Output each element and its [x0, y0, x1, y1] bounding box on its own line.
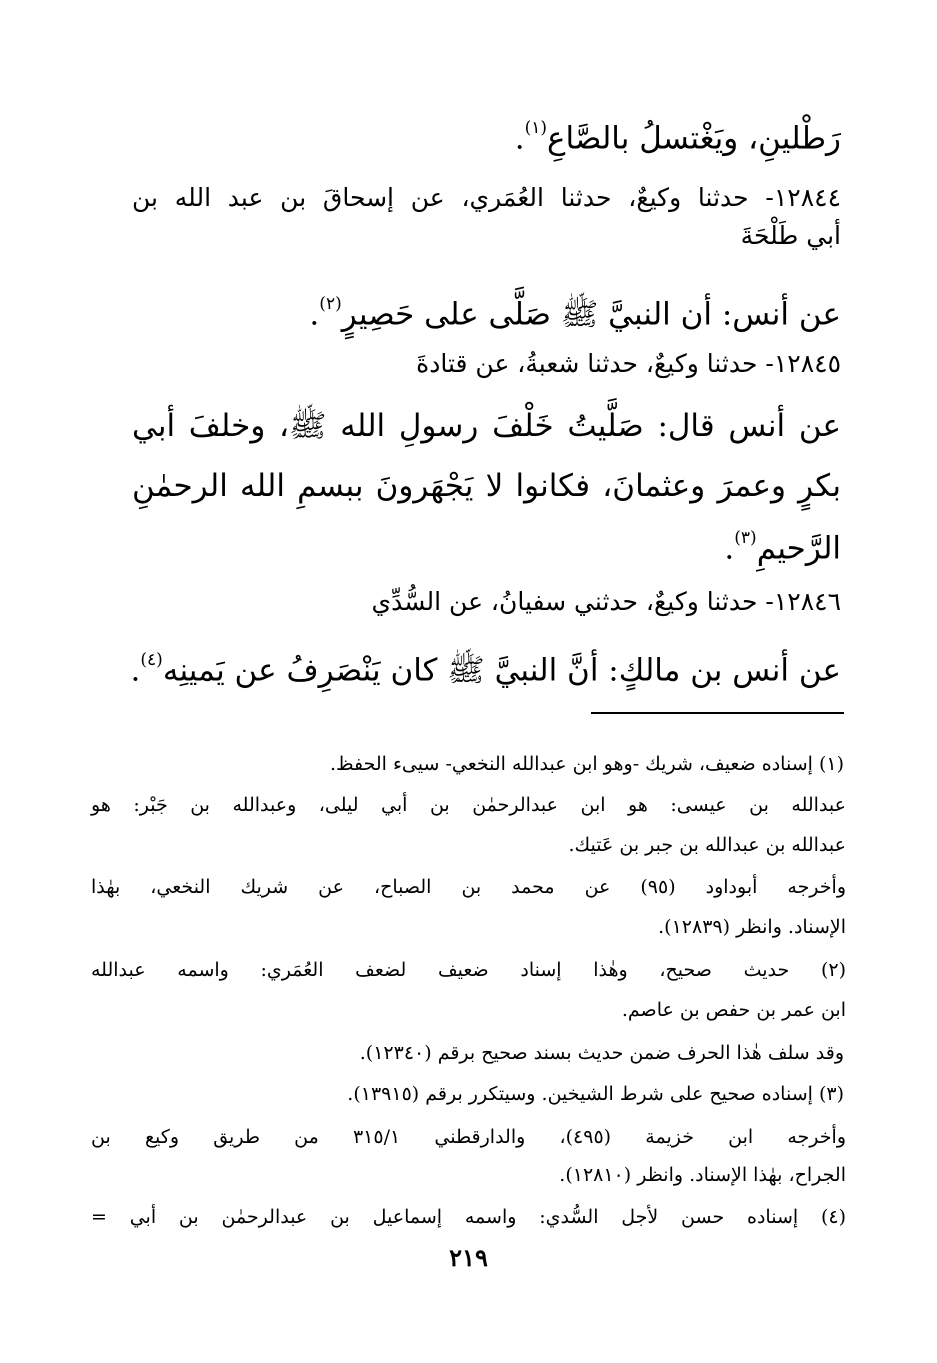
anas-narration-2-line-1: عن أنس قال: صَلَّيتُ خَلْفَ رسولِ الله ﷺ، وخلفَ أبي [132, 408, 841, 444]
footnote-4-line-1: (٤) إسناده حسن لأجل السُّدي: واسمه إسماعيل بن عبدالرحمٰن بن أبي = [91, 1206, 846, 1228]
anas-narration-2-line-3: الرَّحيمِ$^{(٣)}$. [724, 528, 841, 567]
footnote-separator [591, 712, 844, 714]
footnote-1-line-5: الإسناد. وانظر (١٢٨٣٩). [658, 916, 846, 938]
hadith-12844-line-2: أبي طَلْحَةَ [740, 221, 841, 250]
page-number: ٢١٩ [449, 1243, 488, 1272]
hadith-12845: ١٢٨٤٥- حدثنا وكيعٌ، حدثنا شعبةُ، عن قتادةَ [416, 349, 841, 378]
footnote-1-line-2: عبدالله بن عيسى: هو ابن عبدالرحمٰن بن أبي ليلى، وعبدالله بن جَبْر: هو [91, 794, 846, 816]
footnote-2-line-3: وقد سلف هٰذا الحرف ضمن حديث بسند صحيح برقم (١٢٣٤٠). [359, 1042, 844, 1064]
footnote-2-line-2: ابن عمر بن حفص بن عاصم. [621, 999, 846, 1021]
footnote-3-line-1: (٣) إسناده صحيح على شرط الشيخين. وسيتكرر برقم (١٣٩١٥). [347, 1083, 844, 1105]
footnote-ref-2: (٢) [319, 294, 342, 314]
anas-narration-1: عن أنس: أن النبيَّ ﷺ صَلَّى على حَصِيرٍ$^{(٢)}$. [309, 294, 841, 333]
footnote-3-line-2: وأخرجه ابن خزيمة (٤٩٥)، والدارقطني ٣١٥/١ من طريق وكيع بن [91, 1126, 846, 1148]
anas-narration-3: عن أنس بن مالكٍ: أنَّ النبيَّ ﷺ كان يَنْصَرِفُ عن يَمينِه$^{(٤)}$. [130, 650, 841, 689]
footnote-ref-4: (٤) [140, 650, 163, 670]
footnote-1-line-1: (١) إسناده ضعيف، شريك -وهو ابن عبدالله النخعي- سيىء الحفظ. [329, 753, 844, 775]
main-line-1: رَطْلينِ، ويَغْتسلُ بالصَّاعِ$^{(١)}$. [514, 118, 841, 157]
footnote-ref-3: (٣) [734, 528, 757, 548]
footnote-1-line-3: عبدالله بن عبدالله بن جبر بن عَتيك. [568, 834, 846, 856]
anas-narration-2-line-2: بكرٍ وعمرَ وعثمانَ، فكانوا لا يَجْهَرونَ ببسمِ الله الرحمٰنِ [132, 468, 841, 504]
footnote-1-line-4: وأخرجه أبوداود (٩٥) عن محمد بن الصباح، عن شريك النخعي، بهٰذا [91, 876, 846, 898]
hadith-12846: ١٢٨٤٦- حدثنا وكيعٌ، حدثني سفيانُ، عن السُّدِّي [371, 587, 841, 616]
footnote-ref-1: (١) [524, 118, 548, 138]
hadith-12844-line-1: ١٢٨٤٤- حدثنا وكيعٌ، حدثنا العُمَري، عن إسحاقَ بن عبد الله بن [132, 183, 841, 212]
footnote-2-line-1: (٢) حديث صحيح، وهٰذا إسناد ضعيف لضعف العُمَري: واسمه عبدالله [91, 959, 846, 981]
footnote-3-line-3: الجراح، بهٰذا الإسناد. وانظر (١٢٨١٠). [559, 1164, 846, 1186]
